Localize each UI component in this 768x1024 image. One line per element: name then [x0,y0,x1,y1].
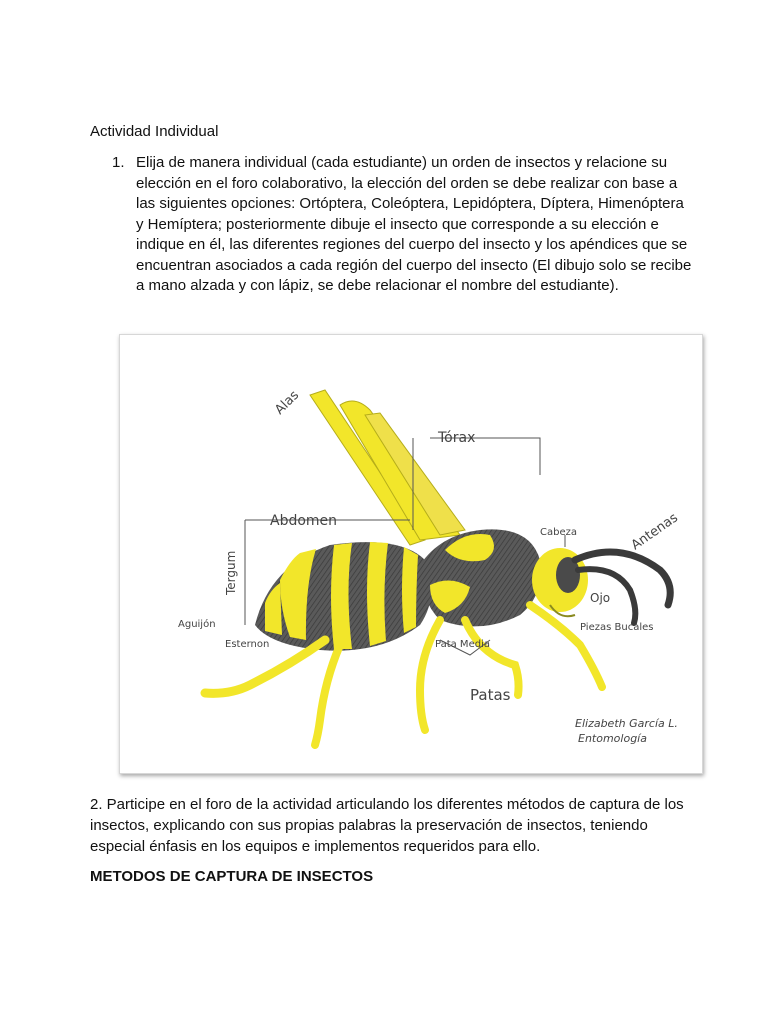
signature-subject: Entomología [578,732,647,745]
label-antenas: Antenas [628,510,681,554]
label-alas: Alas [272,387,303,418]
instruction-item-2: 2. Participe en el foro de la actividad articulando los diferentes métodos de captura de los insectos, explicando con sus propias palabras la preservación de insectos, teniendo especial énfasis en los equipos e implementos requeridos para ello. [90,796,684,855]
instruction-item-1 [112,153,692,297]
label-pata-media: Pata Media [435,639,490,650]
label-cabeza: Cabeza [540,527,577,538]
activity-heading: Actividad Individual [90,123,219,140]
label-esternon: Esternon [225,639,270,650]
signature-name: Elizabeth García L. [575,717,678,730]
label-aguijon: Aguijón [178,619,216,630]
item-1-text: Elija de manera individual (cada estudiante) un orden de insectos y relacione su elección en el foro colaborativo, la elección del orden se debe realizar con base a las siguientes opciones: Ortóptera, Coleóptera, Lepidóptera, Díptera, Himenóptera y Hemíptera; posteriormente dibuje el insecto que corresponde a su elección e indique en él, las diferentes regiones del cuerpo del insecto y los apéndices que se encuentran asociados a cada región del cuerpo del insecto (El dibujo solo se recibe a mano alzada y con lápiz, se debe relacionar el nombre del estudiante). [136,154,692,294]
label-tergum: Tergum [224,550,238,595]
label-abdomen: Abdomen [270,513,338,529]
wasp-drawing [120,335,702,773]
wasp-abdomen [255,542,431,651]
wasp-drawing-figure [119,334,703,774]
section-title: METODOS DE CAPTURA DE INSECTOS [90,868,374,885]
label-torax: Tórax [438,430,476,446]
label-ojo: Ojo [590,591,611,605]
label-patas: Patas [470,686,511,704]
item-1-number: 1. [112,154,125,171]
label-piezas-bucales: Piezas Bucales [580,622,654,633]
wasp-thorax [420,529,541,626]
